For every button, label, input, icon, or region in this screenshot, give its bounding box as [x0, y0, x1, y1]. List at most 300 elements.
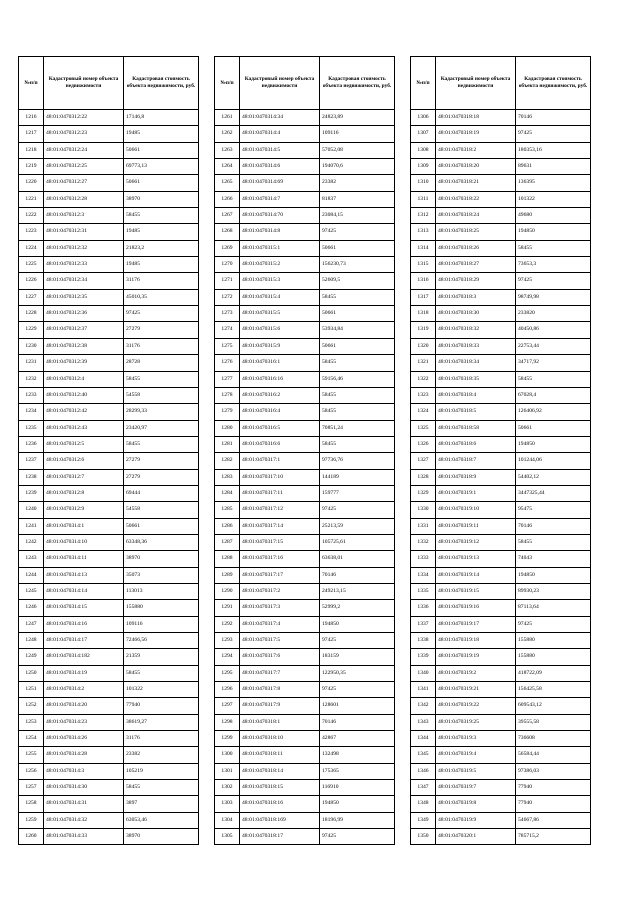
cadastral-cost: 50661 — [320, 240, 395, 256]
table-row — [19, 404, 199, 420]
row-number: 1319 — [411, 322, 436, 338]
cadastral-cost: 105219 — [124, 763, 199, 779]
cadastral-number: 48:01:0470319:5 — [436, 763, 516, 779]
table-row — [19, 110, 199, 126]
cadastral-cost: 97425 — [320, 224, 395, 240]
cadastral-number: 48:01:0470314:7 — [240, 191, 320, 207]
cadastral-cost: 736608 — [516, 731, 591, 747]
table-row — [411, 682, 591, 698]
table-row — [215, 567, 395, 583]
cadastral-number: 48:01:0470318:25 — [436, 224, 516, 240]
table-row — [215, 191, 395, 207]
cadastral-number: 48:01:0470318:6 — [436, 436, 516, 452]
row-number: 1325 — [411, 420, 436, 436]
cadastral-cost: 27279 — [124, 322, 199, 338]
cadastral-number: 48:01:0470318:17 — [240, 829, 320, 845]
row-number: 1317 — [411, 289, 436, 305]
table-row — [19, 747, 199, 763]
cadastral-number: 48:01:0470317:2 — [240, 583, 320, 599]
cadastral-number: 48:01:0470318:19 — [436, 126, 516, 142]
row-number: 1345 — [411, 747, 436, 763]
cadastral-cost: 81837 — [320, 191, 395, 207]
table-row — [411, 780, 591, 796]
cadastral-number: 48:01:0470318:34 — [436, 355, 516, 371]
cadastral-number: 48:01:0470314:31 — [44, 796, 124, 812]
cadastral-number: 48:01:0470314:1 — [44, 518, 124, 534]
cadastral-cost: 63053,46 — [124, 812, 199, 828]
cadastral-number: 48:01:0470318:26 — [436, 240, 516, 256]
cadastral-cost: 58455 — [320, 387, 395, 403]
cadastral-number: 48:01:0470317:15 — [240, 534, 320, 550]
cadastral-cost: 27279 — [124, 469, 199, 485]
cadastral-cost: 56584,44 — [516, 747, 591, 763]
row-number: 1231 — [19, 355, 44, 371]
cadastral-cost: 38970 — [124, 551, 199, 567]
table-row — [19, 208, 199, 224]
cadastral-number: 48:01:0470319:22 — [436, 698, 516, 714]
row-number: 1328 — [411, 469, 436, 485]
cadastral-cost: 72466,56 — [124, 633, 199, 649]
cadastral-cost: 97425 — [320, 829, 395, 845]
cadastral-number: 48:01:0470318:5 — [436, 404, 516, 420]
cadastral-cost: 49680 — [516, 208, 591, 224]
row-number: 1300 — [215, 747, 240, 763]
cadastral-number: 48:01:0470312:37 — [44, 322, 124, 338]
row-number: 1285 — [215, 502, 240, 518]
cadastral-number: 48:01:0470318:14 — [240, 763, 320, 779]
row-number: 1340 — [411, 665, 436, 681]
cadastral-number: 48:01:0470316:4 — [240, 404, 320, 420]
cadastral-cost: 132498 — [320, 747, 395, 763]
table-row — [411, 224, 591, 240]
cadastral-number: 48:01:0470312:25 — [44, 159, 124, 175]
cadastral-number: 48:01:0470314:4 — [240, 126, 320, 142]
table-row — [19, 812, 199, 828]
cadastral-cost: 54667,86 — [516, 812, 591, 828]
row-number: 1271 — [215, 273, 240, 289]
cadastral-cost: 50661 — [124, 518, 199, 534]
table-row — [19, 518, 199, 534]
cadastral-number: 48:01:0470314:70 — [240, 208, 320, 224]
header-cadastral-cost: Кадастровая стоимость объекта недвижимости, руб. — [320, 57, 395, 110]
cadastral-number: 48:01:0470319:21 — [436, 682, 516, 698]
row-number: 1246 — [19, 600, 44, 616]
row-number: 1237 — [19, 453, 44, 469]
table-row — [215, 485, 395, 501]
table-row — [411, 763, 591, 779]
cadastral-number: 48:01:0470312:35 — [44, 289, 124, 305]
table-row — [19, 355, 199, 371]
table-row — [215, 616, 395, 632]
cadastral-cost: 58455 — [516, 534, 591, 550]
cadastral-cost: 31176 — [124, 338, 199, 354]
row-number: 1315 — [411, 257, 436, 273]
row-number: 1258 — [19, 796, 44, 812]
cadastral-cost: 77940 — [516, 796, 591, 812]
row-number: 1344 — [411, 731, 436, 747]
cadastral-number: 48:01:0470318:24 — [436, 208, 516, 224]
cadastral-number: 48:01:0470315:3 — [240, 273, 320, 289]
cadastral-number: 48:01:0470315:2 — [240, 257, 320, 273]
cadastral-number: 48:01:0470318:10 — [240, 731, 320, 747]
row-number: 1240 — [19, 502, 44, 518]
table-row — [215, 371, 395, 387]
cadastral-number: 48:01:0470318:18 — [436, 110, 516, 126]
table-row — [19, 240, 199, 256]
table-row — [19, 436, 199, 452]
table-row — [19, 763, 199, 779]
table-row — [411, 747, 591, 763]
table-row — [215, 731, 395, 747]
table-row — [215, 420, 395, 436]
header-cadastral-cost: Кадастровая стоимость объекта недвижимости, руб. — [516, 57, 591, 110]
cadastral-cost: 35073 — [124, 567, 199, 583]
cadastral-number: 48:01:0470312:43 — [44, 420, 124, 436]
row-number: 1321 — [411, 355, 436, 371]
row-number: 1275 — [215, 338, 240, 354]
row-number: 1283 — [215, 469, 240, 485]
row-number: 1327 — [411, 453, 436, 469]
cadastral-cost: 53934,84 — [320, 322, 395, 338]
cadastral-cost: 70146 — [516, 518, 591, 534]
header-cadastral-number: Кадастровый номер объекта недвижимости — [44, 57, 124, 110]
cadastral-cost: 19485 — [124, 224, 199, 240]
row-number: 1303 — [215, 796, 240, 812]
cadastral-cost: 59156,46 — [320, 371, 395, 387]
cadastral-cost: 58455 — [320, 436, 395, 452]
table-row — [411, 633, 591, 649]
cadastral-number: 48:01:0470314:15 — [44, 600, 124, 616]
cadastral-cost: 97425 — [516, 126, 591, 142]
cadastral-number: 48:01:0470318:4 — [436, 387, 516, 403]
table-row — [411, 469, 591, 485]
row-number: 1233 — [19, 387, 44, 403]
cadastral-number: 48:01:0470315:9 — [240, 338, 320, 354]
table-row — [19, 159, 199, 175]
cadastral-number: 48:01:0470314:33 — [44, 829, 124, 845]
row-number: 1257 — [19, 780, 44, 796]
row-number: 1226 — [19, 273, 44, 289]
row-number: 1347 — [411, 780, 436, 796]
cadastral-cost: 27279 — [124, 453, 199, 469]
cadastral-number: 48:01:0470319:12 — [436, 534, 516, 550]
cadastral-cost: 58455 — [124, 436, 199, 452]
row-number: 1309 — [411, 159, 436, 175]
cadastral-number: 48:01:0470317:17 — [240, 567, 320, 583]
table-row — [215, 175, 395, 191]
table-row — [215, 714, 395, 730]
table-row — [215, 142, 395, 158]
row-number: 1225 — [19, 257, 44, 273]
cadastral-number: 48:01:0470316:1 — [240, 355, 320, 371]
cadastral-number: 48:01:0470320:1 — [436, 829, 516, 845]
row-number: 1242 — [19, 534, 44, 550]
cadastral-cost: 101322 — [516, 191, 591, 207]
table-row — [215, 649, 395, 665]
table-row — [19, 289, 199, 305]
cadastral-cost: 31176 — [124, 731, 199, 747]
row-number: 1331 — [411, 518, 436, 534]
table-row — [411, 289, 591, 305]
cadastral-cost: 105725,61 — [320, 534, 395, 550]
cadastral-number: 48:01:0470319:8 — [436, 796, 516, 812]
cadastral-number: 48:01:0470312:3 — [44, 208, 124, 224]
cadastral-number: 48:01:0470319:9 — [436, 812, 516, 828]
cadastral-cost: 3447325,44 — [516, 485, 591, 501]
table-row — [411, 404, 591, 420]
cadastral-cost: 50661 — [124, 175, 199, 191]
cadastral-number: 48:01:0470312:42 — [44, 404, 124, 420]
header-num: №п/п — [411, 57, 436, 110]
cadastral-number: 48:01:0470312:32 — [44, 240, 124, 256]
cadastral-cost: 25213,59 — [320, 518, 395, 534]
row-number: 1342 — [411, 698, 436, 714]
row-number: 1278 — [215, 387, 240, 403]
cadastral-cost: 52999,2 — [320, 600, 395, 616]
cadastral-number: 48:01:0470312:27 — [44, 175, 124, 191]
cadastral-cost: 54402,12 — [516, 469, 591, 485]
cadastral-number: 48:01:0470318:11 — [240, 747, 320, 763]
cadastral-cost: 58455 — [516, 371, 591, 387]
table-row — [19, 306, 199, 322]
cadastral-cost: 126406,92 — [516, 404, 591, 420]
cadastral-cost: 194070,6 — [320, 159, 395, 175]
table-row — [411, 420, 591, 436]
table-row — [215, 600, 395, 616]
cadastral-number: 48:01:0470312:6 — [44, 453, 124, 469]
cadastral-number: 48:01:0470314:28 — [44, 747, 124, 763]
cadastral-number: 48:01:0470318:21 — [436, 175, 516, 191]
header-row — [411, 57, 591, 110]
cadastral-number: 48:01:0470319:13 — [436, 551, 516, 567]
table-row — [19, 633, 199, 649]
row-number: 1270 — [215, 257, 240, 273]
cadastral-cost: 50661 — [124, 142, 199, 158]
cadastral-cost: 58455 — [320, 289, 395, 305]
row-number: 1322 — [411, 371, 436, 387]
cadastral-number: 48:01:0470317:3 — [240, 600, 320, 616]
table-row — [411, 534, 591, 550]
cadastral-cost: 87113,64 — [516, 600, 591, 616]
row-number: 1281 — [215, 436, 240, 452]
table-row — [19, 338, 199, 354]
row-number: 1288 — [215, 551, 240, 567]
row-number: 1332 — [411, 534, 436, 550]
row-number: 1339 — [411, 649, 436, 665]
cadastral-cost: 785715,2 — [516, 829, 591, 845]
table-row — [19, 829, 199, 845]
row-number: 1266 — [215, 191, 240, 207]
table-row — [19, 126, 199, 142]
cadastral-number: 48:01:0470316:16 — [240, 371, 320, 387]
row-number: 1276 — [215, 355, 240, 371]
cadastral-number: 48:01:0470317:4 — [240, 616, 320, 632]
cadastral-number: 48:01:0470315:5 — [240, 306, 320, 322]
table-row — [19, 796, 199, 812]
table-row — [411, 191, 591, 207]
cadastral-number: 48:01:0470318:30 — [436, 306, 516, 322]
row-number: 1337 — [411, 616, 436, 632]
table-row — [411, 518, 591, 534]
table-row — [411, 208, 591, 224]
cadastral-cost: 23420,97 — [124, 420, 199, 436]
table-row — [411, 714, 591, 730]
cadastral-number: 48:01:0470314:20 — [44, 698, 124, 714]
row-number: 1318 — [411, 306, 436, 322]
cadastral-number: 48:01:0470318:29 — [436, 273, 516, 289]
table-row — [215, 338, 395, 354]
row-number: 1329 — [411, 485, 436, 501]
cadastral-number: 48:01:0470312:33 — [44, 257, 124, 273]
cadastral-number: 48:01:0470314:3 — [44, 763, 124, 779]
table-row — [411, 159, 591, 175]
table-row — [411, 567, 591, 583]
cadastral-cost: 194850 — [516, 224, 591, 240]
table-row — [215, 322, 395, 338]
cadastral-number: 48:01:0470318:9 — [436, 469, 516, 485]
row-number: 1311 — [411, 191, 436, 207]
cadastral-cost: 24823,89 — [320, 110, 395, 126]
row-number: 1293 — [215, 633, 240, 649]
cadastral-number: 48:01:0470319:19 — [436, 649, 516, 665]
table-row — [411, 665, 591, 681]
cadastral-cost: 58455 — [124, 371, 199, 387]
cadastral-number: 48:01:0470314:23 — [44, 714, 124, 730]
cadastral-cost: 113013 — [124, 583, 199, 599]
cadastral-number: 48:01:0470317:5 — [240, 633, 320, 649]
row-number: 1314 — [411, 240, 436, 256]
cadastral-number: 48:01:0470318:35 — [436, 371, 516, 387]
table-row — [411, 600, 591, 616]
row-number: 1349 — [411, 812, 436, 828]
cadastral-cost: 155880 — [124, 600, 199, 616]
table-row — [411, 175, 591, 191]
row-number: 1250 — [19, 665, 44, 681]
cadastral-cost: 136395 — [516, 175, 591, 191]
cadastral-number: 48:01:0470316:5 — [240, 420, 320, 436]
row-number: 1232 — [19, 371, 44, 387]
cadastral-number: 48:01:0470314:17 — [44, 633, 124, 649]
cadastral-cost: 38970 — [124, 829, 199, 845]
row-number: 1239 — [19, 485, 44, 501]
cadastral-number: 48:01:0470314:11 — [44, 551, 124, 567]
cadastral-number: 48:01:0470317:8 — [240, 682, 320, 698]
cadastral-number: 48:01:0470319:18 — [436, 633, 516, 649]
row-number: 1229 — [19, 322, 44, 338]
cadastral-number: 48:01:0470314:2 — [44, 682, 124, 698]
row-number: 1260 — [19, 829, 44, 845]
cadastral-number: 48:01:0470314:19 — [44, 665, 124, 681]
row-number: 1223 — [19, 224, 44, 240]
cadastral-number: 48:01:0470312:24 — [44, 142, 124, 158]
cadastral-number: 48:01:0470312:36 — [44, 306, 124, 322]
cadastral-number: 48:01:0470317:11 — [240, 485, 320, 501]
cadastral-cost: 67028,4 — [516, 387, 591, 403]
row-number: 1267 — [215, 208, 240, 224]
table-row — [19, 551, 199, 567]
table-row — [411, 371, 591, 387]
cadastral-number: 48:01:0470314:34 — [240, 110, 320, 126]
cadastral-number: 48:01:0470312:38 — [44, 338, 124, 354]
table-row — [411, 796, 591, 812]
cadastral-cost: 63638,01 — [320, 551, 395, 567]
row-number: 1235 — [19, 420, 44, 436]
cadastral-number: 48:01:0470312:5 — [44, 436, 124, 452]
row-number: 1274 — [215, 322, 240, 338]
cadastral-cost: 418722,09 — [516, 665, 591, 681]
cadastral-cost: 34717,92 — [516, 355, 591, 371]
register-table-3 — [410, 56, 591, 845]
table-row — [215, 257, 395, 273]
cadastral-number: 48:01:0470312:39 — [44, 355, 124, 371]
row-number: 1348 — [411, 796, 436, 812]
row-number: 1238 — [19, 469, 44, 485]
table-row — [19, 322, 199, 338]
cadastral-cost: 58455 — [124, 780, 199, 796]
cadastral-cost: 249213,15 — [320, 583, 395, 599]
cadastral-number: 48:01:0470312:31 — [44, 224, 124, 240]
cadastral-cost: 98749,98 — [516, 289, 591, 305]
cadastral-cost: 73653,3 — [516, 257, 591, 273]
cadastral-cost: 609543,12 — [516, 698, 591, 714]
cadastral-number: 48:01:0470319:25 — [436, 714, 516, 730]
cadastral-number: 48:01:0470312:4 — [44, 371, 124, 387]
row-number: 1262 — [215, 126, 240, 142]
header-cadastral-number: Кадастровый номер объекта недвижимости — [436, 57, 516, 110]
cadastral-cost: 74043 — [516, 551, 591, 567]
row-number: 1287 — [215, 534, 240, 550]
table-row — [215, 780, 395, 796]
cadastral-cost: 194850 — [320, 796, 395, 812]
table-row — [215, 436, 395, 452]
table-row — [411, 502, 591, 518]
table-row — [411, 453, 591, 469]
cadastral-number: 48:01:0470318:15 — [240, 780, 320, 796]
cadastral-number: 48:01:0470312:9 — [44, 502, 124, 518]
cadastral-cost: 58455 — [320, 404, 395, 420]
cadastral-cost: 52609,5 — [320, 273, 395, 289]
table-row — [411, 698, 591, 714]
row-number: 1236 — [19, 436, 44, 452]
table-row — [215, 159, 395, 175]
table-row — [19, 567, 199, 583]
cadastral-cost: 97425 — [320, 682, 395, 698]
table-row — [411, 616, 591, 632]
row-number: 1323 — [411, 387, 436, 403]
table-row — [411, 436, 591, 452]
row-number: 1320 — [411, 338, 436, 354]
cadastral-cost: 69444 — [124, 485, 199, 501]
cadastral-cost: 128601 — [320, 698, 395, 714]
row-number: 1313 — [411, 224, 436, 240]
cadastral-cost: 18196,99 — [320, 812, 395, 828]
row-number: 1330 — [411, 502, 436, 518]
cadastral-cost: 58455 — [124, 665, 199, 681]
row-number: 1261 — [215, 110, 240, 126]
row-number: 1230 — [19, 338, 44, 354]
row-number: 1290 — [215, 583, 240, 599]
cadastral-cost: 70851,24 — [320, 420, 395, 436]
table-row — [411, 257, 591, 273]
cadastral-number: 48:01:0470317:10 — [240, 469, 320, 485]
cadastral-number: 48:01:0470318:1 — [240, 714, 320, 730]
row-number: 1280 — [215, 420, 240, 436]
cadastral-number: 48:01:0470319:14 — [436, 567, 516, 583]
row-number: 1301 — [215, 763, 240, 779]
header-num: №п/п — [215, 57, 240, 110]
table-row — [411, 126, 591, 142]
cadastral-number: 48:01:0470318:27 — [436, 257, 516, 273]
